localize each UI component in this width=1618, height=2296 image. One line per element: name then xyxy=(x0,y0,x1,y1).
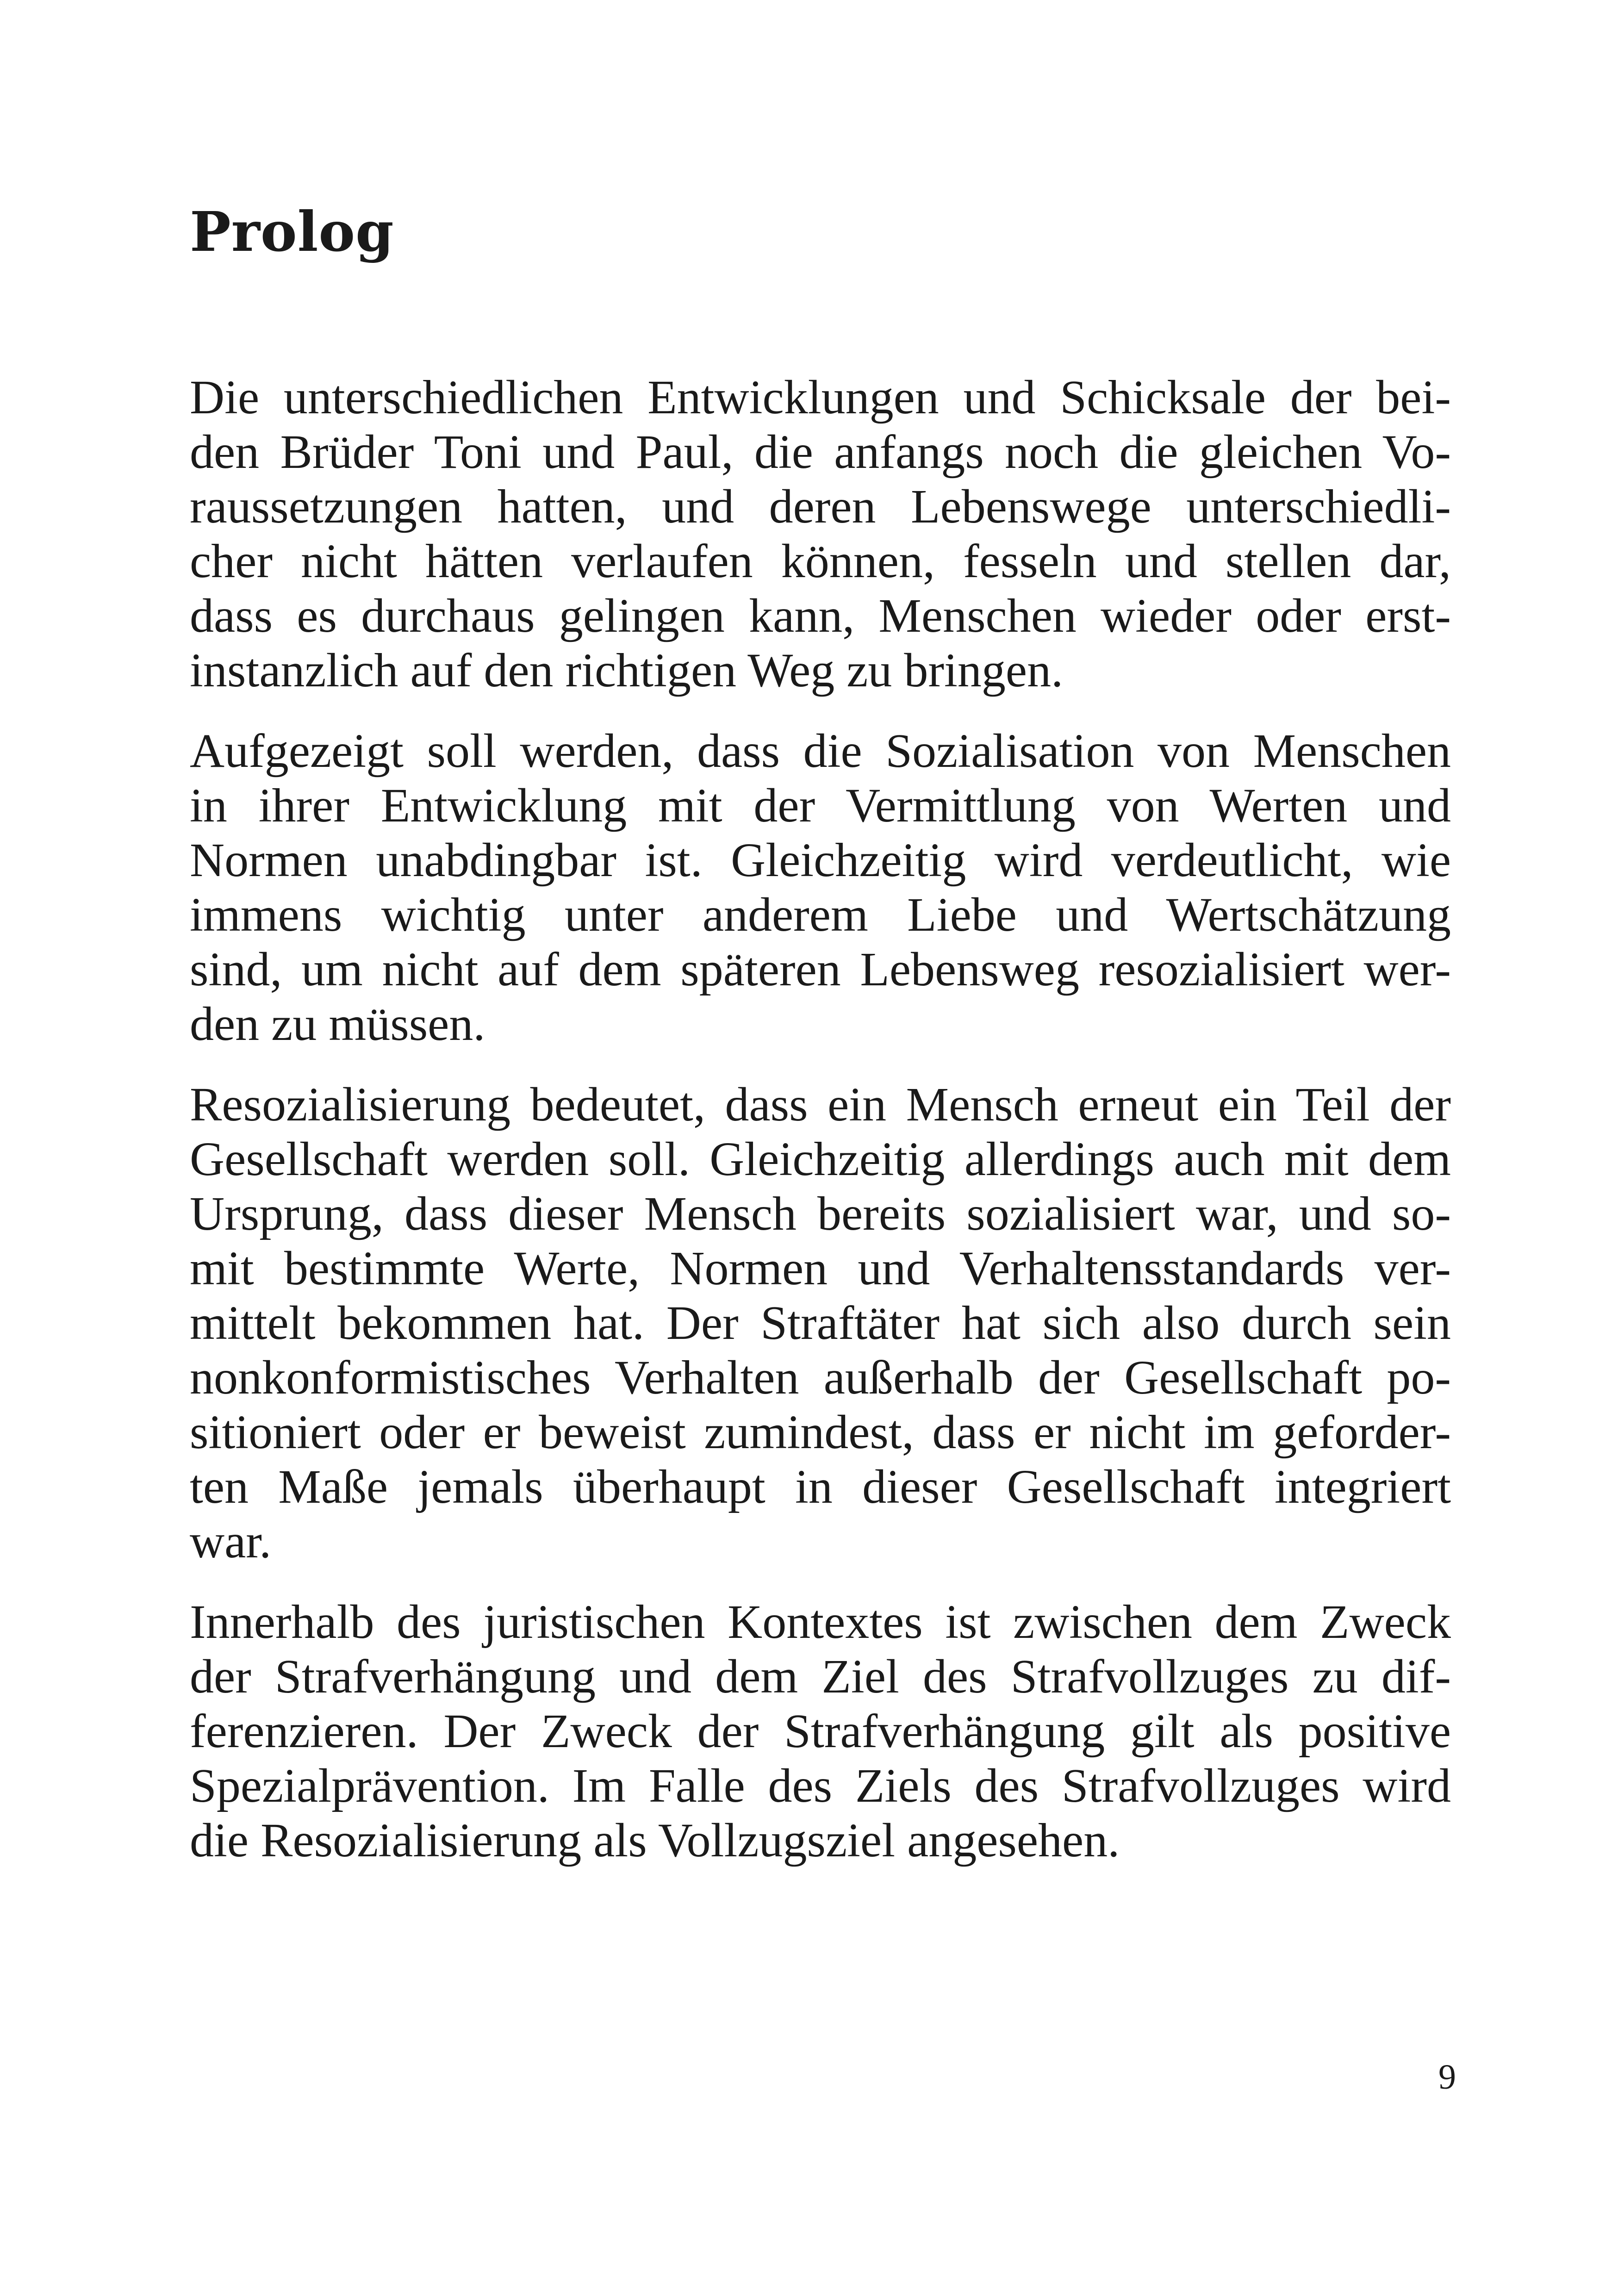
paragraph-3 xyxy=(190,1077,1451,1569)
text-line: mit bestimmte Werte, Normen und Verhaltensstandards ver- xyxy=(190,1242,1451,1295)
text-line: Aufgezeigt soll werden, dass die Sozialisation von Menschen xyxy=(190,724,1451,778)
paragraph-4 xyxy=(190,1595,1451,1868)
text-line: immens wichtig unter anderem Liebe und Wertschätzung xyxy=(190,888,1451,941)
text-line: die Resozialisierung als Vollzugsziel angesehen. xyxy=(190,1814,1120,1867)
chapter-title: Prolog xyxy=(190,199,394,264)
text-line: cher nicht hätten verlaufen können, fesseln und stellen dar, xyxy=(190,535,1451,588)
text-line: in ihrer Entwicklung mit der Vermittlung von Werten und xyxy=(190,779,1451,832)
text-line: sitioniert oder er beweist zumindest, dass er nicht im geforder- xyxy=(190,1406,1451,1459)
text-line: Ursprung, dass dieser Mensch bereits sozialisiert war, und so- xyxy=(190,1187,1451,1240)
text-line: Innerhalb des juristischen Kontextes ist zwischen dem Zweck xyxy=(190,1595,1451,1649)
text-line: instanzlich auf den richtigen Weg zu bringen. xyxy=(190,644,1064,697)
text-line: den Brüder Toni und Paul, die anfangs noch die gleichen Vo- xyxy=(190,425,1451,479)
paragraph-2 xyxy=(190,724,1451,1052)
text-line: Spezialprävention. Im Falle des Ziels des Strafvollzuges wird xyxy=(190,1759,1451,1812)
text-line: Die unterschiedlichen Entwicklungen und Schicksale der bei- xyxy=(190,371,1451,424)
text-line: dass es durchaus gelingen kann, Menschen wieder oder erst- xyxy=(190,589,1451,642)
body-text xyxy=(190,370,1451,1894)
text-line: den zu müssen. xyxy=(190,997,485,1051)
text-line: sind, um nicht auf dem späteren Lebensweg resozialisiert wer- xyxy=(190,943,1451,996)
text-line: ten Maße jemals überhaupt in dieser Gesellschaft integriert xyxy=(190,1460,1451,1513)
text-line: nonkonformistisches Verhalten außerhalb der Gesellschaft po- xyxy=(190,1351,1451,1404)
text-line: mittelt bekommen hat. Der Straftäter hat sich also durch sein xyxy=(190,1296,1451,1350)
paragraph-1 xyxy=(190,370,1451,698)
text-line: raussetzungen hatten, und deren Lebenswege unterschiedli- xyxy=(190,480,1451,533)
text-line: ferenzieren. Der Zweck der Strafverhängung gilt als positive xyxy=(190,1705,1451,1758)
page-number: 9 xyxy=(1438,2058,1456,2097)
text-line: Gesellschaft werden soll. Gleichzeitig allerdings auch mit dem xyxy=(190,1132,1451,1186)
text-line: Normen unabdingbar ist. Gleichzeitig wird verdeutlicht, wie xyxy=(190,834,1451,887)
text-line: Resozialisierung bedeutet, dass ein Mensch erneut ein Teil der xyxy=(190,1078,1451,1131)
text-line: der Strafverhängung und dem Ziel des Strafvollzuges zu dif- xyxy=(190,1650,1451,1703)
text-line: war. xyxy=(190,1515,272,1568)
